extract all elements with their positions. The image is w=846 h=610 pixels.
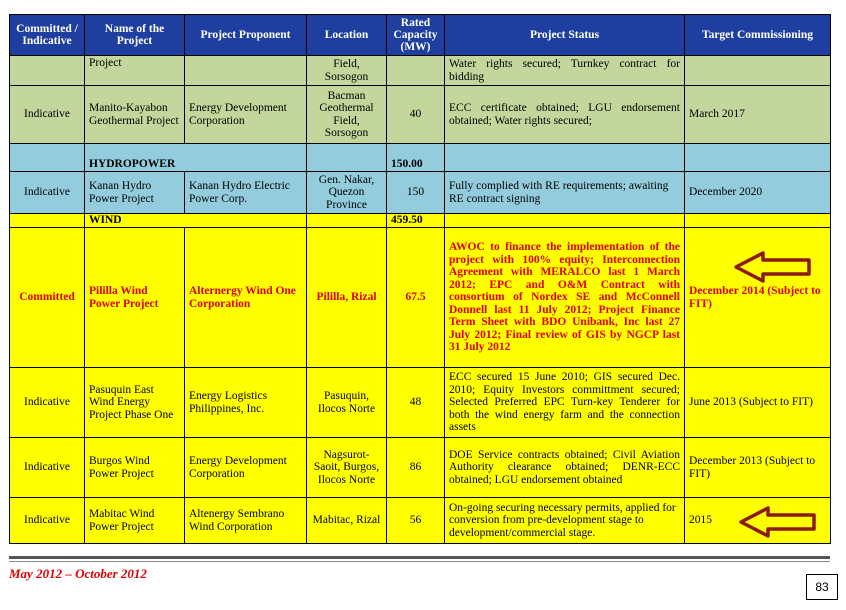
cell-proponent: Altenergy Sembrano Wind Corporation [185,498,307,544]
cell-status: Fully complied with RE requirements; awaiting RE contract signing [445,172,685,214]
cell-capacity: 56 [387,498,445,544]
cell-name: Pasuquin East Wind Energy Project Phase One [85,368,185,438]
header-committed-indicative: Committed / Indicative [10,15,85,56]
header-proponent: Project Proponent [185,15,307,56]
section-row-wind [10,214,831,228]
cell-proponent: Kanan Hydro Electric Power Corp. [185,172,307,214]
header-status: Project Status [445,15,685,56]
cell-indicative: Indicative [10,368,85,438]
cell-name: Kanan Hydro Power Project [85,172,185,214]
cell-indicative [10,56,85,86]
section-capacity: 150.00 [387,144,445,172]
cell-target [685,56,831,86]
table-row [10,438,831,498]
cell-capacity: 67.5 [387,228,445,368]
section-capacity: 459.50 [387,214,445,228]
cell-proponent: Energy Development Corporation [185,86,307,144]
cell-name: Manito-Kayabon Geothermal Project [85,86,185,144]
cell-indicative: Committed [10,228,85,368]
cell-location: Pililla, Rizal [307,228,387,368]
footer-date-range: May 2012 – October 2012 [9,566,147,581]
header-target: Target Commissioning [685,15,831,56]
section-label: WIND [85,214,307,228]
cell-indicative: Indicative [10,86,85,144]
left-arrow-icon [733,250,813,284]
section-label: HYDROPOWER [85,144,307,172]
table-row [10,86,831,144]
cell-proponent: Energy Development Corporation [185,438,307,498]
cell-location: Gen. Nakar, Quezon Province [307,172,387,214]
left-arrow-icon [738,505,818,539]
cell-proponent: Energy Logistics Philippines, Inc. [185,368,307,438]
cell-proponent [185,56,307,86]
table-row [10,56,831,86]
cell-status: DOE Service contracts obtained; Civil Aviation Authority clearance obtained; DENR-ECC obtained; LGU endorsement obtained [445,438,685,498]
cell-location: Bacman Geothermal Field, Sorsogon [307,86,387,144]
section-row-hydropower [10,144,831,172]
table-row [10,172,831,214]
cell-status: ECC secured 15 June 2010; GIS secured Dec. 2010; Equity Investors committment secured; Selected Preferred EPC Turn-key Tenderer for both the wind energy farm and the connection assets [445,368,685,438]
table-header-row [10,15,831,56]
cell-name: Pililla Wind Power Project [85,228,185,368]
cell-status: AWOC to finance the implementation of the project with 100% equity; Interconnection Agreement with MERALCO last 1 March 2012; EPC and O&M Contract with consortium of Nordex SE and McConnell Donnell last 11 July 2012; Project Finance Term Sheet with BDO Unibank, Inc last 27 July 2012; Final review of GIS by NGCP last 31 July 2012 [445,228,685,368]
cell-indicative: Indicative [10,498,85,544]
cell-capacity: 48 [387,368,445,438]
cell-status: ECC certificate obtained; LGU endorsement obtained; Water rights secured; [445,86,685,144]
cell-location: Pasuquin, Ilocos Norte [307,368,387,438]
cell-name: Burgos Wind Power Project [85,438,185,498]
projects-table [9,14,831,544]
header-project-name: Name of the Project [85,15,185,56]
cell-status: On-going securing necessary permits, applied for conversion from pre-development stage to development/commercial stage. [445,498,685,544]
cell-target: December 2013 (Subject to FIT) [685,438,831,498]
cell-location: Field, Sorsogon [307,56,387,86]
cell-capacity [387,56,445,86]
cell-capacity: 150 [387,172,445,214]
cell-target: 2015 [685,498,831,544]
cell-name: Mabitac Wind Power Project [85,498,185,544]
cell-target: December 2020 [685,172,831,214]
page-number: 83 [806,574,838,600]
cell-target: March 2017 [685,86,831,144]
cell-target: December 2014 (Subject to FIT) [685,228,831,368]
table-row-highlighted [10,228,831,368]
cell-status: Water rights secured; Turnkey contract for bidding [445,56,685,86]
footer-rule-thin [9,561,830,562]
header-capacity: Rated Capacity (MW) [387,15,445,56]
cell-name: Project [85,56,185,86]
footer-rule [9,556,830,559]
cell-target: June 2013 (Subject to FIT) [685,368,831,438]
cell-proponent: Alternergy Wind One Corporation [185,228,307,368]
cell-indicative: Indicative [10,172,85,214]
cell-location: Nagsurot-Saoit, Burgos, Ilocos Norte [307,438,387,498]
cell-location: Mabitac, Rizal [307,498,387,544]
table-row [10,498,831,544]
cell-capacity: 86 [387,438,445,498]
table-row [10,368,831,438]
cell-indicative: Indicative [10,438,85,498]
header-location: Location [307,15,387,56]
cell-capacity: 40 [387,86,445,144]
